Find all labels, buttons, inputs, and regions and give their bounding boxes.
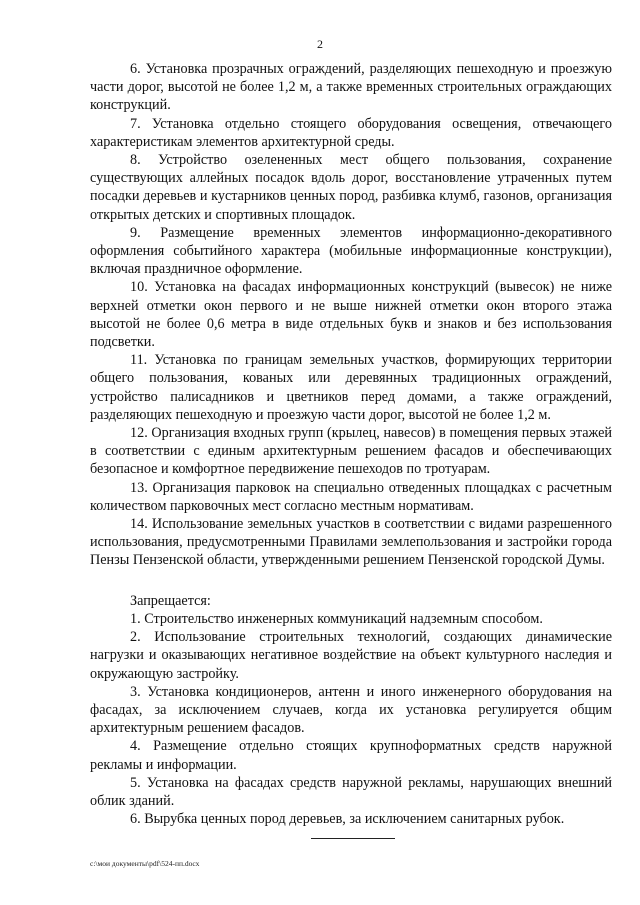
paragraph: 8. Устройство озелененных мест общего пользования, сохранение существующих аллейных посадок вдоль дорог, восстановление утраченных путем посадки деревьев и кустарников ценных пород, разбивка клумб, газонов, организация открытых детских и спортивных площадок. [90,152,612,223]
prohibited-item: 1. Строительство инженерных коммуникаций надземным способом. [130,610,543,627]
prohibited-item: 4. Размещение отдельно стоящих крупноформатных средств наружной рекламы и информации. [90,738,612,773]
prohibited-item: 2. Использование строительных технологий, создающих динамические нагрузки и оказывающих негативное воздействие на объект культурного наследия и окружающую застройку. [90,629,612,682]
paragraph: 7. Установка отдельно стоящего оборудования освещения, отвечающего характеристикам элементов архитектурной среды. [90,115,612,150]
paragraph: 13. Организация парковок на специально отведенных площадках с расчетным количеством парковочных мест согласно местным нормативам. [90,479,612,514]
prohibited-heading: Запрещается: [130,592,211,609]
footer-file-path: c:\мои документы\pdf\524-пп.docx [90,859,200,868]
paragraph: 6. Установка прозрачных ограждений, разделяющих пешеходную и проезжую части дорог, высотой не более 1,2 м, а также временных строительных ограждающих конструкций. [90,61,612,114]
page-number: 2 [317,37,323,51]
end-separator-line [311,838,395,839]
paragraph: 14. Использование земельных участков в соответствии с видами разрешенного использования, предусмотренными Правилами землепользования и застройки города Пензы Пензенской области, утвержденными решением Пензенской городской Думы. [90,516,612,569]
paragraph: 10. Установка на фасадах информационных конструкций (вывесок) не ниже верхней отметки окон первого и не выше нижней отметки окон второго этажа высотой не более 0,6 метра в виде отдельных букв и знаков и без использования подсветки. [90,279,612,351]
prohibited-item: 5. Установка на фасадах средств наружной рекламы, нарушающих внешний облик зданий. [90,774,612,809]
prohibited-item: 3. Установка кондиционеров, антенн и иного инженерного оборудования на фасадах, за исключением случаев, когда их установка регулируется общим архитектурным решением фасадов. [90,683,612,737]
section-gap [90,570,612,592]
paragraph: 9. Размещение временных элементов информационно-декоративного оформления событийного характера (мобильные информационные конструкции), включая праздничное оформление. [90,224,612,278]
paragraph: 11. Установка по границам земельных участков, формирующих территории общего пользования, кованых или деревянных традиционных ограждений, устройство палисадников и цветников перед домами, а также ограждений, разделяющих пешеходную и проезжую части дорог, высотой не более 1,2 м. [90,352,612,423]
prohibited-item: 6. Вырубка ценных пород деревьев, за исключением санитарных рубок. [130,811,565,828]
document-body [90,60,612,828]
paragraph: 12. Организация входных групп (крылец, навесов) в помещения первых этажей в соответствии с единым архитектурным решением фасадов и обеспечивающих безопасное и комфортное передвижение пешеходов по тротуарам. [90,425,612,478]
